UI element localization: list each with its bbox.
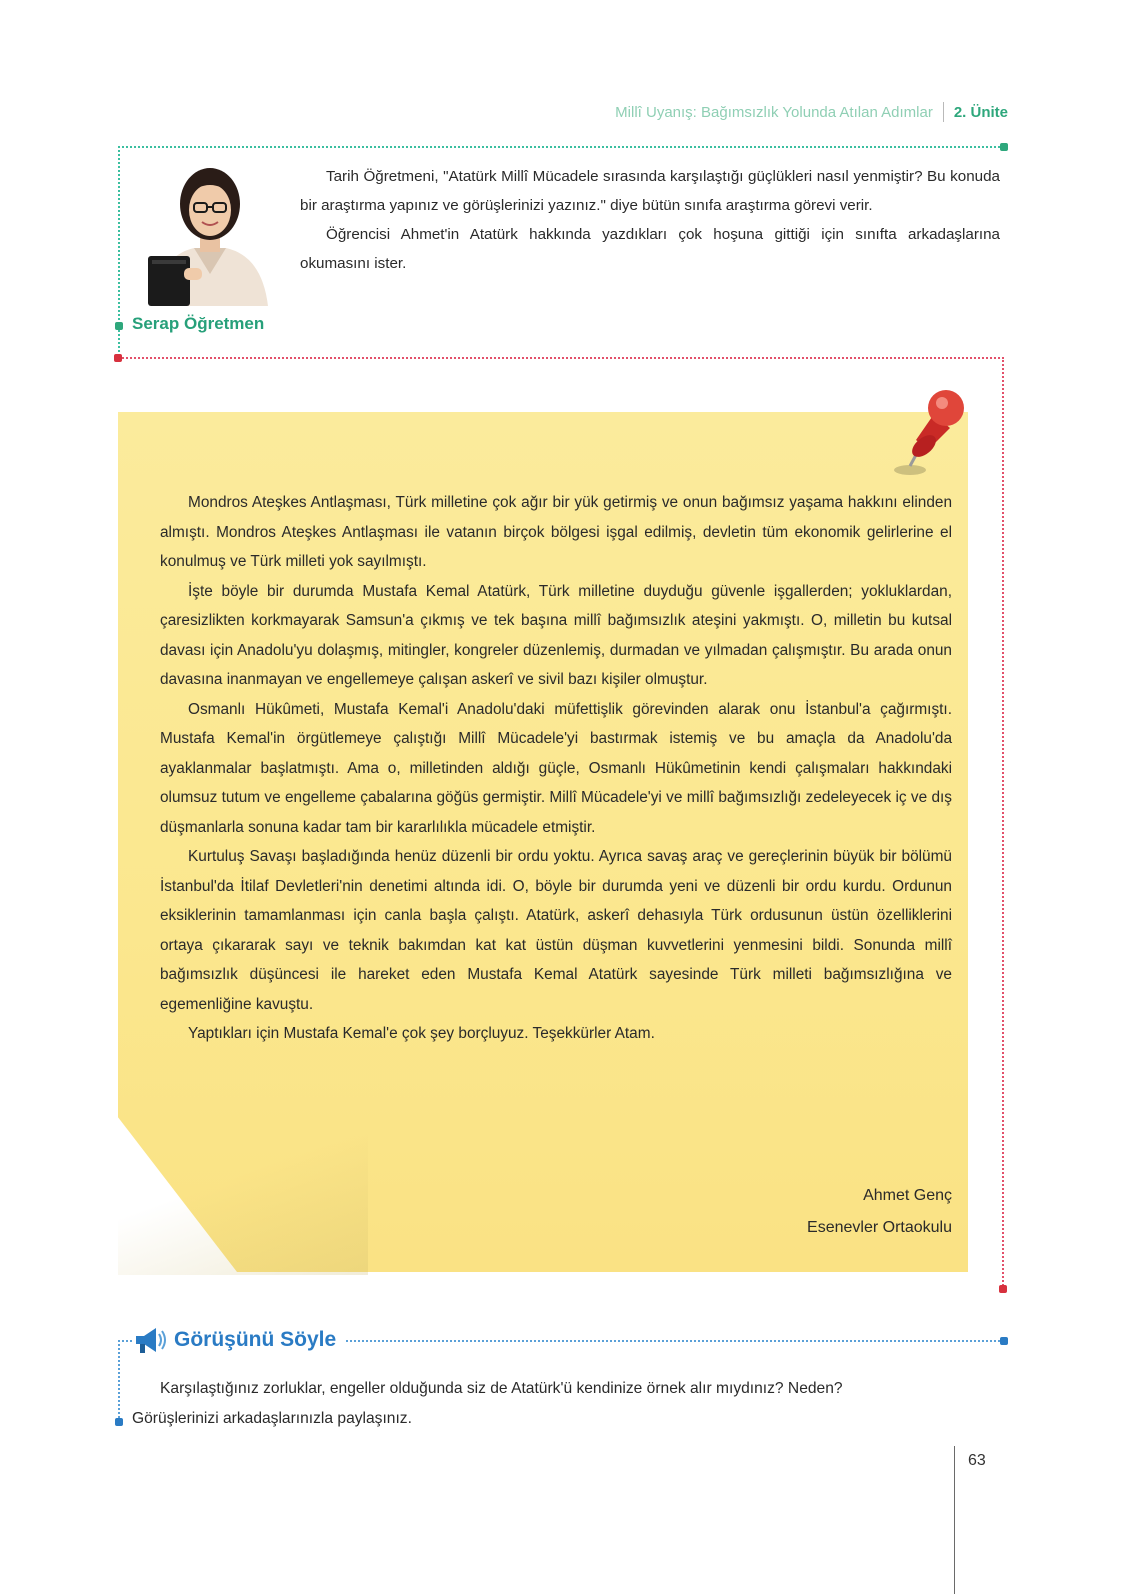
corner-marker (1000, 143, 1008, 151)
discussion-instruction: Görüşlerinizi arkadaşlarınızla paylaşınız. (132, 1410, 412, 1427)
discussion-question: Karşılaştığınız zorluklar, engeller olduğunda siz de Atatürk'ü kendinize örnek alır mıydınız? Neden? (160, 1380, 843, 1397)
corner-marker (999, 1285, 1007, 1293)
corner-marker (115, 322, 123, 330)
teacher-photo (134, 156, 286, 306)
pushpin-icon (880, 378, 970, 478)
school-name: Esenevler Ortaokulu (807, 1219, 952, 1236)
letter-signature (807, 1180, 952, 1244)
unit-label: 2. Ünite (953, 103, 1008, 121)
header-divider (943, 102, 944, 122)
megaphone-icon (132, 1325, 168, 1355)
discussion-title: Görüşünü Söyle (174, 1328, 337, 1351)
corner-marker (115, 1418, 123, 1426)
intro-paragraph: Öğrencisi Ahmet'in Atatürk hakkında yazdıkları çok hoşuna gittiği için sınıfta arkadaşlarına okumasını ister. (300, 226, 1000, 272)
letter-paragraph: Osmanlı Hükûmeti, Mustafa Kemal'i Anadolu'daki müfettişlik görevinden alarak onu İstanbul'a çağırmıştı. Mustafa Kemal'in örgütlemeye çalıştığı Millî Mücadele'yi bastırmak istemiş ve bu amaçla da Anadolu'da ayaklanmalar başlatmıştı. Ama o, milletinden aldığı güçle, Osmanlı Hükûmetinin kendi çalışmaları hakkındaki olumsuz tutum ve engelleme çabalarına göğüs germiştir. Millî Mücadele'yi ve millî bağımsızlığı zedeleyecek iç ve dış düşmanlarla sonuna kadar tam bir kararlılıkla mücadele etmiştir. (160, 700, 952, 836)
discussion-header (132, 1323, 346, 1357)
teacher-box (118, 146, 1004, 360)
corner-marker (114, 354, 122, 362)
intro-text (300, 162, 1000, 278)
letter-paragraph: Kurtuluş Savaşı başladığında henüz düzenli bir ordu yoktu. Ayrıca savaş araç ve gereçlerinin büyük bir bölümü İstanbul'da İtilaf Devletleri'nin denetimi altında idi. O, böyle bir durumda yeni ve düzenli bir ordu kurdu. Ordunun eksiklerinin tamamlanması için canla başla çalıştı. Atatürk, askerî dehasıyla Türk ordusunun üstün özelliklerini ortaya çıkararak sayı ve teknik bakımdan kat kat üstün düşman kuvvetlerini yenmesini bildi. Sonunda millî bağımsızlık düşüncesi ile hareket eden Mustafa Kemal Atatürk sayesinde Türk milleti bağımsızlığına ve egemenliğine kavuştu. (160, 848, 952, 1013)
teacher-name: Serap Öğretmen (132, 314, 265, 333)
intro-paragraph: Tarih Öğretmeni, "Atatürk Millî Mücadele sırasında karşılaştığı güçlükleri nasıl yenmiştir? Bu konuda bir araştırma yapınız ve görüşlerinizi yazınız." diye bütün sınıfa araştırma görevi verir. (300, 168, 1000, 214)
running-header (615, 102, 1008, 122)
chapter-title: Millî Uyanış: Bağımsızlık Yolunda Atılan Adımlar (615, 103, 933, 121)
corner-marker (1000, 1337, 1008, 1345)
page-number-rule (954, 1446, 955, 1594)
letter-paragraph: Yaptıkları için Mustafa Kemal'e çok şey borçluyuz. Teşekkürler Atam. (188, 1025, 655, 1042)
page-number: 63 (968, 1452, 986, 1469)
discussion-text (132, 1374, 1012, 1434)
letter-paragraph: Mondros Ateşkes Antlaşması, Türk milletine çok ağır bir yük getirmiş ve onun bağımsız yaşama hakkını elinden almıştı. Mondros Ateşkes Antlaşması ile vatanın birçok bölgesi işgal edilmiş, devletin tüm ekonomik gelirlerine el konulmuş ve Türk milleti yok sayılmıştı. (160, 494, 952, 570)
author-name: Ahmet Genç (863, 1187, 952, 1204)
letter-paragraph: İşte böyle bir durumda Mustafa Kemal Atatürk, Türk milletine duyduğu güvenle işgallerden; yokluklardan, çaresizlikten korkmayarak Samsun'a çıkmış ve tek başına millî bağımsızlık ateşini yakmıştı. O, milletin bu kutsal davası için Anadolu'yu dolaşmış, mitingler, kongreler düzenlemiş, durmadan ve yılmadan çalışmıştır. Bu arada onun davasına inanmayan ve engellemeye çalışan askerî ve sivil bazı kişiler olmuştur. (160, 582, 952, 688)
letter-text (160, 488, 952, 1049)
